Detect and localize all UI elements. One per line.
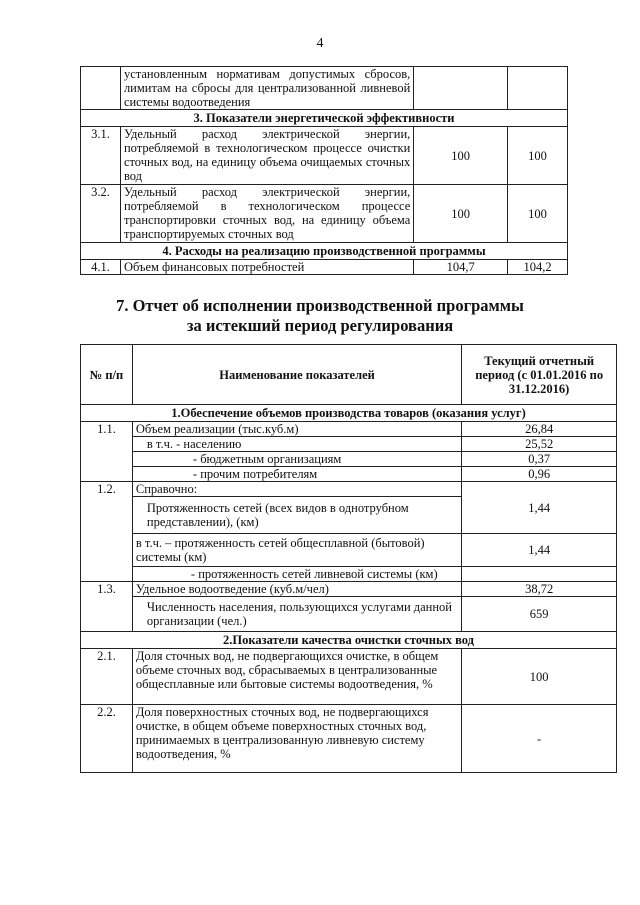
section-row	[81, 243, 568, 260]
table-row	[81, 582, 617, 597]
row-name: - протяженность сетей ливневой системы (км)	[132, 567, 461, 582]
section-row	[81, 405, 617, 422]
row-value: 659	[462, 597, 617, 632]
header-num: № п/п	[81, 345, 133, 405]
header-period: Текущий отчетный период (с 01.01.2016 по 31.12.2016)	[462, 345, 617, 405]
section-3-title: 3. Показатели энергетической эффективности	[81, 110, 568, 127]
row-name: Удельный расход электрической энергии, потребляемой в технологическом процессе очистки сточных вод, на единицу объема очищаемых сточных вод	[120, 127, 413, 185]
row-number: 3.1.	[81, 127, 121, 185]
row-name: Удельный расход электрической энергии, потребляемой в технологическом процессе транспортировки сточных вод, на единицу объема транспортируемых сточных вод	[120, 185, 413, 243]
row-name: Доля поверхностных сточных вод, не подвергающихся очистке, в общем объеме поверхностных сточных вод, принимаемых в централизованную ливневую систему водоотведения, %	[132, 705, 461, 773]
row-name: в т.ч. – протяженность сетей общесплавной (бытовой) системы (км)	[132, 534, 461, 567]
table-row	[81, 127, 568, 185]
table-row	[81, 567, 617, 582]
value-plan: 100	[414, 185, 508, 243]
row-value: 25,52	[462, 437, 617, 452]
value-plan: 104,7	[414, 260, 508, 275]
section-7-heading	[0, 296, 640, 336]
table-row	[81, 649, 617, 705]
row-value: 38,72	[462, 582, 617, 597]
row-name: Численность населения, пользующихся услугами данной организации (чел.)	[132, 597, 461, 632]
row-value: -	[462, 705, 617, 773]
cell-num	[81, 67, 121, 110]
row-number: 1.2.	[81, 482, 133, 582]
table-row	[81, 452, 617, 467]
row-name: Объем реализации (тыс.куб.м)	[132, 422, 461, 437]
energy-efficiency-table	[80, 66, 568, 275]
row-value: 0,96	[462, 467, 617, 482]
row-number: 4.1.	[81, 260, 121, 275]
row-value: 1,44	[462, 482, 617, 534]
section-2-title: 2.Показатели качества очистки сточных вод	[81, 632, 617, 649]
row-number: 2.1.	[81, 649, 133, 705]
table-row	[81, 67, 568, 110]
row-name: Протяженность сетей (всех видов в однотрубном представлении), (км)	[132, 497, 461, 534]
section-4-title: 4. Расходы на реализацию производственной программы	[81, 243, 568, 260]
section-row	[81, 632, 617, 649]
value-fact: 100	[508, 185, 568, 243]
value-plan: 100	[414, 127, 508, 185]
row-value: 0,37	[462, 452, 617, 467]
table-row	[81, 467, 617, 482]
production-program-report-table	[80, 344, 617, 773]
row-number: 1.3.	[81, 582, 133, 632]
table-row	[81, 705, 617, 773]
row-name: Доля сточных вод, не подвергающихся очистке, в общем объеме сточных вод, сбрасываемых в централизованные общесплавные или бытовые системы водоотведения, %	[132, 649, 461, 705]
row-name: в т.ч. - населению	[132, 437, 461, 452]
header-name: Наименование показателей	[132, 345, 461, 405]
row-name: - прочим потребителям	[132, 467, 461, 482]
table-header	[81, 345, 617, 405]
row-name: Удельное водоотведение (куб.м/чел)	[132, 582, 461, 597]
table-row	[81, 482, 617, 497]
table-row	[81, 185, 568, 243]
row-value: 100	[462, 649, 617, 705]
table-row	[81, 260, 568, 275]
table-row	[81, 422, 617, 437]
row-number: 2.2.	[81, 705, 133, 773]
row-number: 3.2.	[81, 185, 121, 243]
heading-line-2: за истекший период регулирования	[186, 316, 454, 335]
table-row	[81, 597, 617, 632]
row-name: установленным нормативам допустимых сбросов, лимитам на сбросы для централизованной ливневой системы водоотведения	[120, 67, 413, 110]
row-name: Объем финансовых потребностей	[120, 260, 413, 275]
section-1-title: 1.Обеспечение объемов производства товаров (оказания услуг)	[81, 405, 617, 422]
row-value: 1,44	[462, 534, 617, 567]
table-row	[81, 437, 617, 452]
row-value: 26,84	[462, 422, 617, 437]
section-row	[81, 110, 568, 127]
row-name: Справочно:	[132, 482, 461, 497]
table-row	[81, 534, 617, 567]
value-fact: 100	[508, 127, 568, 185]
page-number: 4	[316, 36, 324, 51]
value-fact: 104,2	[508, 260, 568, 275]
row-number: 1.1.	[81, 422, 133, 482]
row-value	[462, 567, 617, 582]
row-name: - бюджетным организациям	[132, 452, 461, 467]
heading-line-1: 7. Отчет об исполнении производственной программы	[116, 296, 524, 315]
